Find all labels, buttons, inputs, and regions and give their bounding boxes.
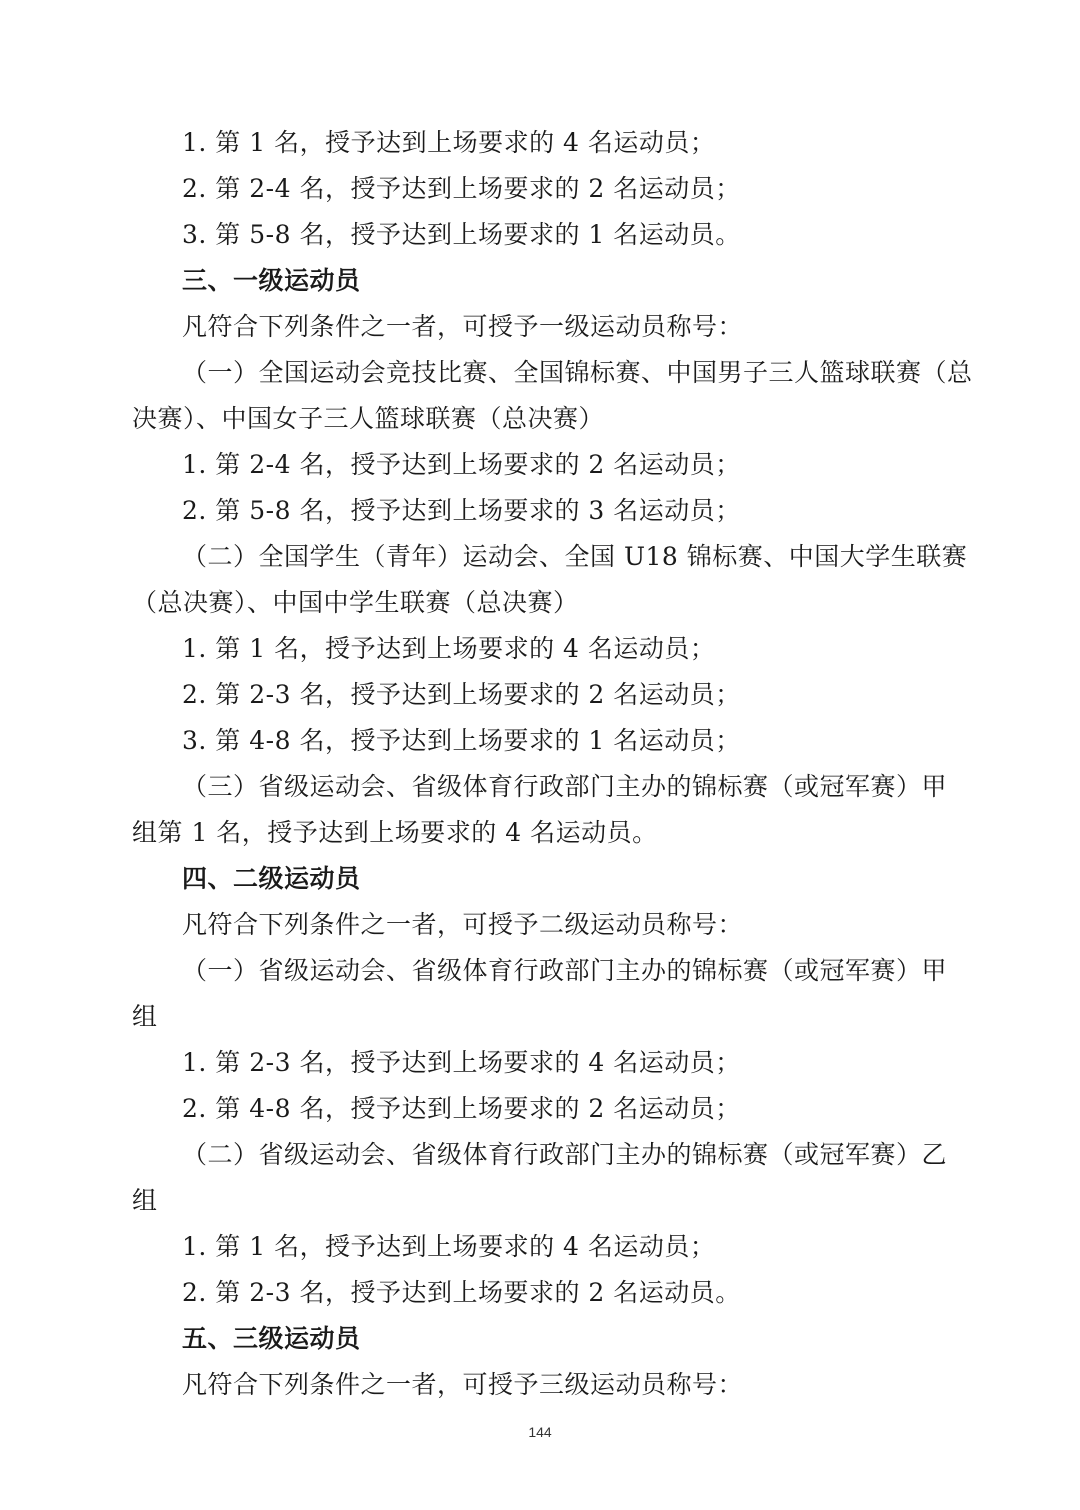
subsection-title: （一）省级运动会、省级体育行政部门主办的锦标赛（或冠军赛）甲 bbox=[182, 956, 948, 985]
subsection-title: （二）全国学生（青年）运动会、全国 U18 锦标赛、中国大学生联赛 bbox=[182, 542, 968, 571]
rank-item-2: 2. 第 2-3 名，授予达到上场要求的 2 名运动员。 bbox=[182, 1278, 741, 1307]
subsection-title-continued: 组 bbox=[132, 1186, 158, 1215]
section-heading-level-2: 四、二级运动员 bbox=[182, 864, 361, 893]
rank-item-2: 2. 第 2-3 名，授予达到上场要求的 2 名运动员； bbox=[182, 680, 741, 709]
rank-item-3: 3. 第 4-8 名，授予达到上场要求的 1 名运动员； bbox=[182, 726, 741, 755]
subsection-title-continued: 组 bbox=[132, 1002, 158, 1031]
section-intro: 凡符合下列条件之一者，可授予一级运动员称号： bbox=[182, 312, 744, 341]
subsection-title: （三）省级运动会、省级体育行政部门主办的锦标赛（或冠军赛）甲 bbox=[182, 772, 948, 801]
subsection-title: （一）全国运动会竞技比赛、全国锦标赛、中国男子三人篮球联赛（总 bbox=[182, 358, 973, 387]
rank-item-2: 2. 第 5-8 名，授予达到上场要求的 3 名运动员； bbox=[182, 496, 741, 525]
subsection-title-continued: 组第 1 名，授予达到上场要求的 4 名运动员。 bbox=[132, 818, 658, 847]
section-intro: 凡符合下列条件之一者，可授予三级运动员称号： bbox=[182, 1370, 744, 1399]
rank-item-1: 1. 第 2-4 名，授予达到上场要求的 2 名运动员； bbox=[182, 450, 741, 479]
rank-item-1: 1. 第 1 名，授予达到上场要求的 4 名运动员； bbox=[182, 128, 716, 157]
rank-item-2: 2. 第 4-8 名，授予达到上场要求的 2 名运动员； bbox=[182, 1094, 741, 1123]
section-heading-level-3: 五、三级运动员 bbox=[182, 1324, 361, 1353]
subsection-title-continued: （总决赛）、中国中学生联赛（总决赛） bbox=[132, 588, 579, 617]
subsection-title-continued: 决赛）、中国女子三人篮球联赛（总决赛） bbox=[132, 404, 605, 433]
rank-item-1: 1. 第 1 名，授予达到上场要求的 4 名运动员； bbox=[182, 1232, 716, 1261]
rank-item-1: 1. 第 2-3 名，授予达到上场要求的 4 名运动员； bbox=[182, 1048, 741, 1077]
subsection-title: （二）省级运动会、省级体育行政部门主办的锦标赛（或冠军赛）乙 bbox=[182, 1140, 948, 1169]
rank-item-1: 1. 第 1 名，授予达到上场要求的 4 名运动员； bbox=[182, 634, 716, 663]
section-heading-level-1: 三、一级运动员 bbox=[182, 266, 361, 295]
rank-item-2: 2. 第 2-4 名，授予达到上场要求的 2 名运动员； bbox=[182, 174, 741, 203]
rank-item-3: 3. 第 5-8 名，授予达到上场要求的 1 名运动员。 bbox=[182, 220, 741, 249]
page-number: 144 bbox=[528, 1424, 552, 1440]
section-intro: 凡符合下列条件之一者，可授予二级运动员称号： bbox=[182, 910, 744, 939]
